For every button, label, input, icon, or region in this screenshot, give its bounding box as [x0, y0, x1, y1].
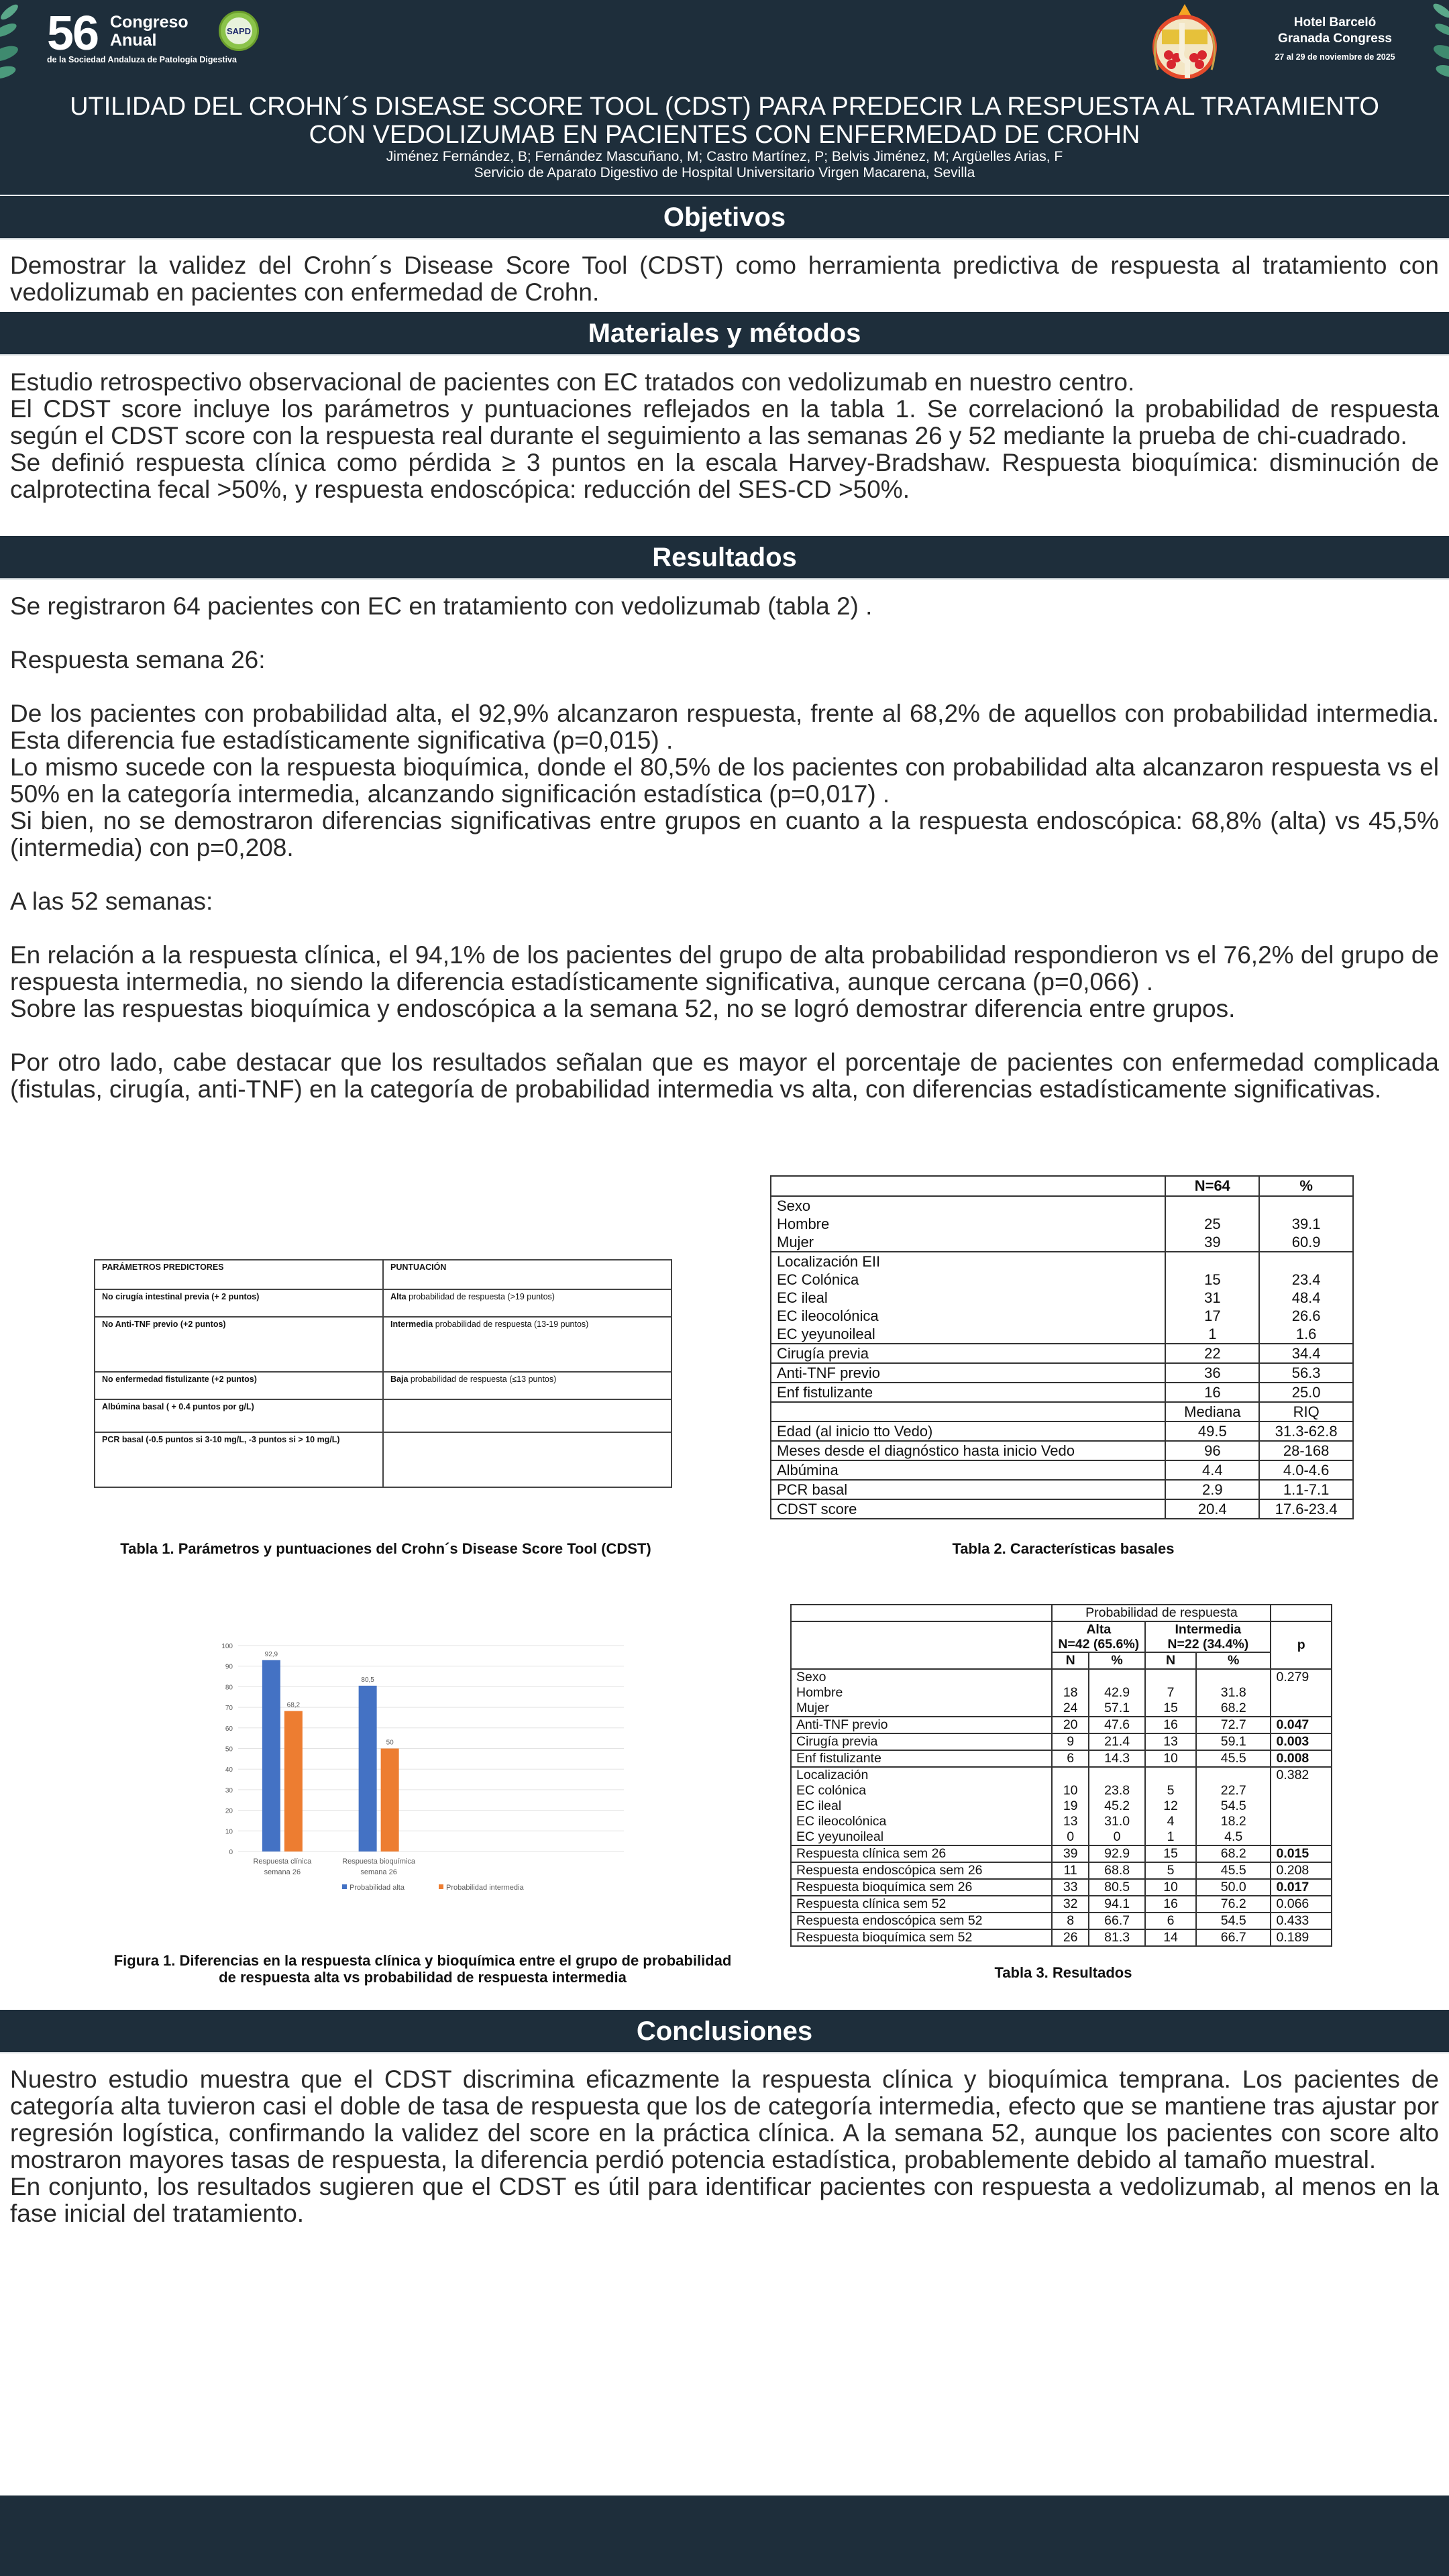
table-row: Enf fistulizante 6 14.3 10 45.5 0.008	[791, 1750, 1332, 1767]
table-row: EC ileocolónica 13 31.0 4 18.2	[791, 1814, 1332, 1829]
bar-alta	[262, 1660, 280, 1851]
table-row: EC colónica 10 23.8 5 22.7	[791, 1783, 1332, 1799]
pomegranate-emblem-icon	[1144, 3, 1225, 85]
congress-dates: 27 al 29 de noviembre de 2025	[1275, 52, 1395, 62]
legend-swatch-icon	[342, 1884, 347, 1889]
table-row: Edad (al inicio tto Vedo) 49.5 31.3-62.8	[771, 1421, 1353, 1441]
table-row: Mediana RIQ	[771, 1402, 1353, 1421]
table-row: Mujer 39 60.9	[771, 1233, 1353, 1252]
table-row: No Anti-TNF previo (+2 puntos) Intermedia probabilidad de respuesta (13-19 puntos)	[95, 1317, 672, 1372]
table-row: Respuesta endoscópica sem 52 8 66.7 6 54.5 0.433	[791, 1913, 1332, 1929]
table-subheader-row: N % N %	[791, 1652, 1332, 1669]
y-tick-label: 70	[225, 1705, 233, 1713]
table-row: Cirugía previa 22 34.4	[771, 1344, 1353, 1363]
table2-caption: Tabla 2. Características basales	[952, 1540, 1175, 1557]
legend-swatch-icon	[439, 1884, 443, 1889]
table-row: EC ileal 19 45.2 12 54.5	[791, 1799, 1332, 1814]
table-row: Cirugía previa 9 21.4 13 59.1 0.003	[791, 1733, 1332, 1750]
table-baseline-characteristics	[770, 1175, 1354, 1519]
metodos-text: Estudio retrospectivo observacional de pacientes con EC tratados con vedolizumab en nuestro centro. El CDST score incluye los parámetros y puntuaciones reflejados en la tabla 1. Se correlacionó la probabilidad de respuesta según el CDST score con la respuesta real durante el seguimiento a las semanas 26 y 52 mediante la prueba de chi-cuadrado. Se definió respuesta clínica como pérdida ≥ 3 puntos en la escala Harvey-Bradshaw. Respuesta bioquímica: disminución de calprotectina fecal >50%, y respuesta endoscópica: reducción del SES-CD >50%.	[10, 368, 1439, 503]
table3-caption: Tabla 3. Resultados	[994, 1964, 1132, 1981]
leaf-decoration-right-icon	[1422, 0, 1449, 80]
intermedia-header: Intermedia N=22 (34.4%)	[1145, 1621, 1271, 1652]
table-row: Enf fistulizante 16 25.0	[771, 1383, 1353, 1402]
table-row: EC yeyunoileal 1 1.6	[771, 1325, 1353, 1344]
table-results	[790, 1604, 1332, 1947]
table-row: Localización 0.382	[791, 1767, 1332, 1783]
x-tick-label: semana 26	[360, 1868, 397, 1876]
table-row: Sexo	[771, 1196, 1353, 1215]
data-label: 50	[386, 1739, 394, 1747]
table-row: Mujer 24 57.1 15 68.2	[791, 1701, 1332, 1717]
bar-alta	[359, 1686, 377, 1851]
society-name: de la Sociedad Andaluza de Patología Digestiva	[47, 55, 237, 64]
data-label: 92,9	[264, 1650, 278, 1658]
table-row: CDST score 20.4 17.6-23.4	[771, 1499, 1353, 1519]
venue-info	[1248, 15, 1422, 62]
bar-intermedia	[284, 1711, 303, 1851]
table-row: Hombre 18 42.9 7 31.8	[791, 1685, 1332, 1701]
leaf-decoration-left-icon	[0, 0, 27, 80]
section-header-resultados: Resultados	[0, 536, 1449, 580]
table-row: Respuesta endoscópica sem 26 11 68.8 5 45.5 0.208	[791, 1862, 1332, 1879]
table-row: PCR basal (-0.5 puntos si 3-10 mg/L, -3 puntos si > 10 mg/L)	[95, 1432, 672, 1487]
venue-name-line2: Granada Congress	[1278, 32, 1392, 46]
data-label: 68,2	[286, 1701, 301, 1709]
table-row: Albúmina 4.4 4.0-4.6	[771, 1460, 1353, 1480]
objetivos-text: Demostrar la validez del Crohn´s Disease Score Tool (CDST) como herramienta predictiva de respuesta al tratamiento con vedolizumab en pacientes con enfermedad de Crohn.	[10, 252, 1439, 306]
table-row: EC yeyunoileal 0 0 1 4.5	[791, 1829, 1332, 1845]
venue-name-line1: Hotel Barceló	[1293, 15, 1377, 30]
table-row: Respuesta clínica sem 52 32 94.1 16 76.2 0.066	[791, 1896, 1332, 1913]
alta-header: Alta N=42 (65.6%)	[1052, 1621, 1145, 1652]
bar-intermedia	[381, 1749, 399, 1852]
table-row: Respuesta clínica sem 26 39 92.9 15 68.2 0.015	[791, 1845, 1332, 1862]
affiliation: Servicio de Aparato Digestivo de Hospital Universitario Virgen Macarena, Sevilla	[474, 165, 975, 180]
y-tick-label: 80	[225, 1684, 233, 1692]
congress-number: 56	[47, 7, 99, 60]
conclusiones-text: Nuestro estudio muestra que el CDST discrimina eficazmente la respuesta clínica y bioquímica temprana. Los pacientes de categoría alta tuvieron casi el doble de tasa de respuesta que los de categoría intermedia, efecto que se mantiene tras ajustar por regresión logística, confirmando la validez del score en la práctica clínica. A la semana 52, aunque los pacientes con score alto mostraron mayores tasas de respuesta, la diferencia perdió potencia estadística, probablemente debido al tamaño muestral. En conjunto, los resultados sugieren que el CDST es útil para identificar pacientes con respuesta a vedolizumab, al menos en la fase inicial del tratamiento.	[10, 2065, 1439, 2227]
table-row: Anti-TNF previo 36 56.3	[771, 1363, 1353, 1383]
legend-entry: Probabilidad intermedia	[446, 1884, 524, 1892]
group-header: Probabilidad de respuesta	[1052, 1605, 1271, 1621]
y-tick-label: 50	[225, 1746, 233, 1754]
y-tick-label: 20	[225, 1807, 233, 1815]
resultados-text: Se registraron 64 pacientes con EC en tratamiento con vedolizumab (tabla 2) . Respuesta semana 26: De los pacientes con probabilidad alta, el 92,9% alcanzaron respuesta, frente al 68,2% de aquellos con probabilidad intermedia. Esta diferencia fue estadísticamente significativa (p=0,015) . Lo mismo sucede con la respuesta bioquímica, donde el 80,5% de los pacientes con probabilidad alta alcanzaron respuesta vs el 50% en la categoría intermedia, alcanzando significación estadística (p=0,017) . Si bien, no se demostraron diferencias significativas entre grupos en cuanto a la respuesta endoscópica: 68,8% (alta) vs 45,5% (intermedia) con p=0,208. A las 52 semanas: En relación a la respuesta clínica, el 94,1% de los pacientes del grupo de alta probabilidad respondieron vs el 76,2% del grupo de respuesta intermedia, no siendo la diferencia estadísticamente significativa, aunque cercana (p=0,066) . Sobre las respuestas bioquímica y endoscópica a la semana 52, no se logró demostrar diferencia entre grupos. Por otro lado, cabe destacar que los resultados señalan que es mayor el porcentaje de pacientes con enfermedad complicada (fistulas, cirugía, anti-TNF) en la categoría de probabilidad intermedia vs alta, con diferencias estadísticamente significativas.	[10, 592, 1439, 1103]
section-header-metodos: Materiales y métodos	[0, 312, 1449, 356]
x-tick-label: Respuesta clínica	[253, 1858, 312, 1866]
congress-label: Congreso Anual	[110, 13, 189, 50]
data-label: 80,5	[361, 1676, 374, 1684]
table-header-row	[791, 1621, 1332, 1652]
y-tick-label: 60	[225, 1725, 233, 1733]
poster-footer	[0, 2496, 1449, 2576]
figure1-caption: Figura 1. Diferencias en la respuesta clínica y bioquímica entre el grupo de probabilidad de respuesta alta vs probabilidad de respuesta intermedia	[113, 1952, 732, 1986]
x-tick-label: semana 26	[264, 1868, 301, 1876]
table-header-row: N=64 %	[771, 1176, 1353, 1196]
table-cdst-parameters	[94, 1259, 672, 1488]
table-row: EC ileal 31 48.4	[771, 1289, 1353, 1307]
table-header-row	[791, 1605, 1332, 1621]
table-row: EC ileocolónica 17 26.6	[771, 1307, 1353, 1325]
x-tick-label: Respuesta bioquímica	[342, 1858, 416, 1866]
section-header-objetivos: Objetivos	[0, 196, 1449, 239]
table-header-row: PARÁMETROS PREDICTORES PUNTUACIÓN	[95, 1260, 672, 1289]
table-row: Sexo 0.279	[791, 1669, 1332, 1685]
authors-block	[0, 149, 1449, 181]
poster-title: UTILIDAD DEL CROHN´S DISEASE SCORE TOOL (CDST) PARA PREDECIR LA RESPUESTA AL TRATAMIENTO CON VEDOLIZUMAB EN PACIENTES CON ENFERMEDAD DE CROHN	[70, 93, 1379, 149]
table-row: Respuesta bioquímica sem 52 26 81.3 14 66.7 0.189	[791, 1929, 1332, 1946]
table-row: Albúmina basal ( + 0.4 puntos por g/L)	[95, 1399, 672, 1432]
table-row: No cirugía intestinal previa (+ 2 puntos) Alta probabilidad de respuesta (>19 puntos)	[95, 1289, 672, 1317]
table-row: Anti-TNF previo 20 47.6 16 72.7 0.047	[791, 1717, 1332, 1733]
authors: Jiménez Fernández, B; Fernández Mascuñano, M; Castro Martínez, P; Belvis Jiménez, M; Argüelles Arias, F	[386, 149, 1063, 164]
section-header-conclusiones: Conclusiones	[0, 2010, 1449, 2053]
p-header: p	[1271, 1621, 1332, 1669]
table-row: EC Colónica 15 23.4	[771, 1271, 1353, 1289]
table-row: Meses desde el diagnóstico hasta inicio Vedo 96 28-168	[771, 1441, 1353, 1460]
poster-header	[0, 0, 1449, 195]
table-row: Respuesta bioquímica sem 26 33 80.5 10 50.0 0.017	[791, 1879, 1332, 1896]
table1-caption: Tabla 1. Parámetros y puntuaciones del Crohn´s Disease Score Tool (CDST)	[120, 1540, 651, 1557]
y-tick-label: 0	[229, 1849, 233, 1856]
table-row: Hombre 25 39.1	[771, 1215, 1353, 1233]
y-tick-label: 40	[225, 1766, 233, 1774]
table-row: PCR basal 2.9 1.1-7.1	[771, 1480, 1353, 1499]
bar-chart-response	[215, 1630, 631, 1898]
y-tick-label: 90	[225, 1663, 233, 1671]
y-tick-label: 30	[225, 1786, 233, 1794]
table-row: Localización EII	[771, 1252, 1353, 1271]
y-tick-label: 100	[221, 1643, 233, 1650]
sapd-logo-icon: SAPD	[219, 11, 259, 51]
y-tick-label: 10	[225, 1828, 233, 1836]
legend-entry: Probabilidad alta	[350, 1884, 405, 1892]
table-row: No enfermedad fistulizante (+2 puntos) Baja probabilidad de respuesta (≤13 puntos)	[95, 1372, 672, 1399]
